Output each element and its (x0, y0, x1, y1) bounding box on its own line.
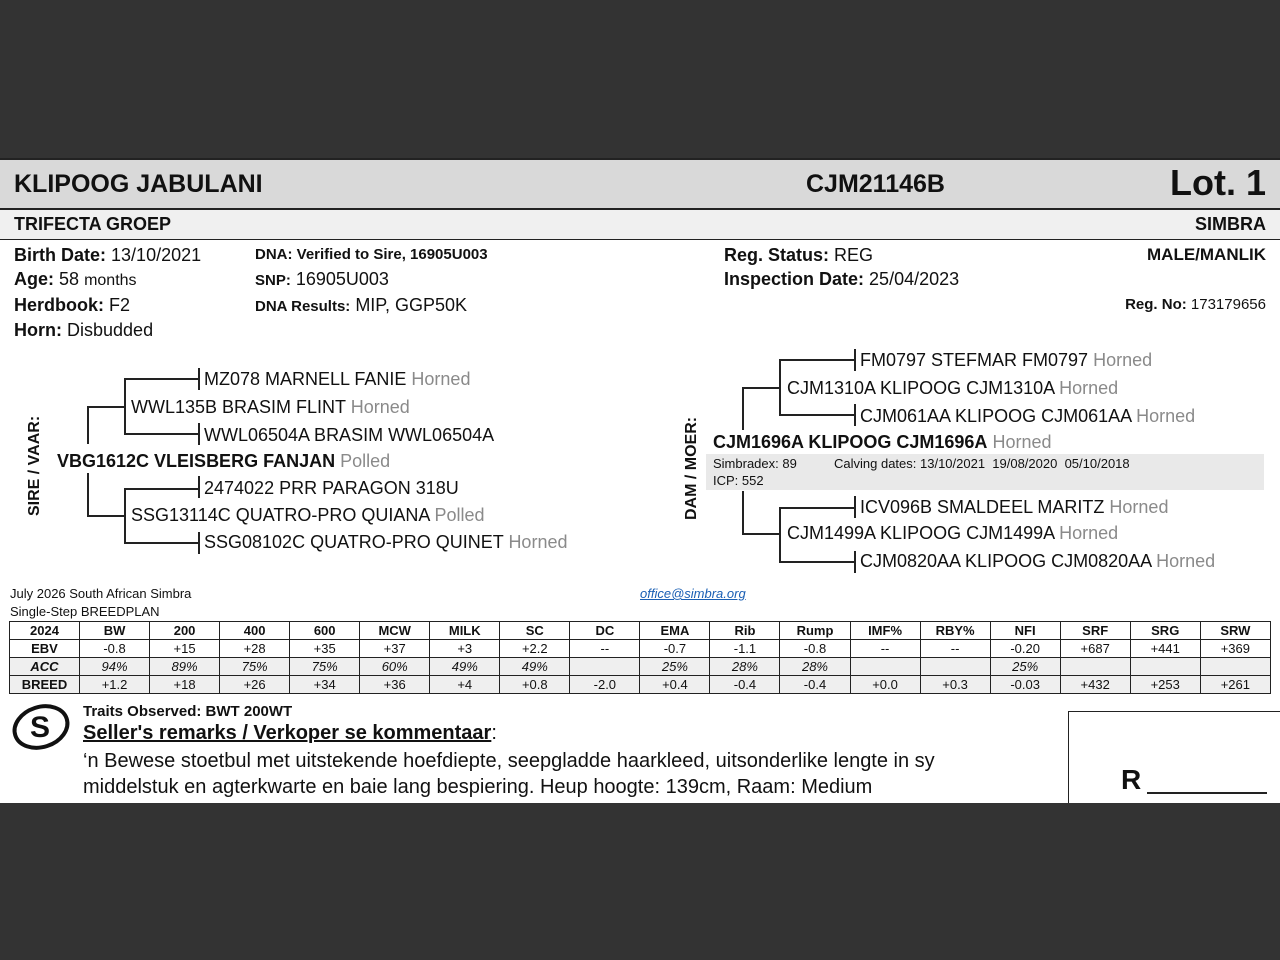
breeder-name: TRIFECTA GROEP (14, 214, 171, 234)
simbradex: Simbradex: 89 (713, 456, 797, 471)
dam-side-label: DAM / MOER: (683, 416, 700, 520)
svg-text:S: S (30, 711, 51, 744)
ebv-cell: -0.20 (990, 640, 1060, 658)
sire-dam: SSG13114C QUATRO-PRO QUIANA Polled (131, 505, 485, 525)
price-line (1147, 792, 1267, 794)
ebv-cell: -0.8 (80, 640, 150, 658)
ebv-cell: 94% (80, 658, 150, 676)
sire-side-label: SIRE / VAAR: (26, 415, 43, 516)
ebv-cell: 49% (430, 658, 500, 676)
reg-number: Reg. No: 173179656 (1125, 296, 1266, 313)
dna-verified: DNA: Verified to Sire, 16905U003 (255, 246, 488, 263)
ebv-header-cell: Rib (710, 622, 780, 640)
ebv-row-acc (10, 658, 1271, 676)
dam-sire: CJM1310A KLIPOOG CJM1310A Horned (787, 378, 1119, 398)
ebv-header-cell: Rump (780, 622, 850, 640)
traits-observed: Traits Observed: BWT 200WT (83, 703, 293, 720)
ebv-header-row (10, 622, 1271, 640)
ebv-header-cell: RBY% (920, 622, 990, 640)
sire-dam-dam: SSG08102C QUATRO-PRO QUINET Horned (204, 532, 568, 552)
dam: CJM1696A KLIPOOG CJM1696A Horned (713, 432, 1052, 452)
ebv-cell: 49% (500, 658, 570, 676)
horn-status: Horn: Disbudded (14, 320, 154, 340)
ebv-cell: +0.8 (500, 676, 570, 694)
ebv-header-cell: SRF (1060, 622, 1130, 640)
ebv-cell (920, 658, 990, 676)
ebv-cell (570, 658, 640, 676)
breedplan-date: July 2026 South African Simbra (10, 586, 192, 601)
sire-sire-sire: MZ078 MARNELL FANIE Horned (204, 369, 471, 389)
ebv-cell: 28% (780, 658, 850, 676)
ebv-header-cell: SRW (1200, 622, 1270, 640)
dam-sire-sire: FM0797 STEFMAR FM0797 Horned (860, 350, 1153, 370)
office-email-link[interactable]: office@simbra.org (640, 586, 746, 601)
age: Age: 58 months (14, 269, 137, 289)
header-bar (0, 158, 1280, 210)
ebv-cell: +687 (1060, 640, 1130, 658)
ebv-cell: +18 (150, 676, 220, 694)
ebv-cell: +28 (220, 640, 290, 658)
ebv-header-cell: 2024 (10, 622, 80, 640)
remarks-line-1: ‘n Bewese stoetbul met uitstekende hoefdiepte, seepgladde haarkleed, uitsonderlike lengte in sy (83, 750, 935, 772)
ebv-row-breed (10, 676, 1271, 694)
ebv-cell: -- (850, 640, 920, 658)
ebv-cell: 89% (150, 658, 220, 676)
ebv-cell: +432 (1060, 676, 1130, 694)
dam-performance-box (706, 454, 1264, 490)
ebv-cell (1200, 658, 1270, 676)
sire: VBG1612C VLEISBERG FANJAN Polled (57, 451, 391, 471)
dna-results: DNA Results: MIP, GGP50K (255, 295, 468, 315)
ebv-cell: +1.2 (80, 676, 150, 694)
ebv-table (9, 621, 1271, 694)
ebv-cell: BREED (10, 676, 80, 694)
calving-dates: Calving dates: 13/10/2021 19/08/2020 05/10/2018 (834, 456, 1130, 471)
ebv-cell: -2.0 (570, 676, 640, 694)
remarks-line-2: middelstuk en agterkwarte en baie lang bespiering. Heup hoogte: 139cm, Raam: Medium (83, 776, 873, 798)
ebv-cell: +35 (290, 640, 360, 658)
ebv-header-cell: MCW (360, 622, 430, 640)
ebv-row-ebv (10, 640, 1271, 658)
simbra-logo-icon (10, 702, 76, 752)
ebv-cell: +441 (1130, 640, 1200, 658)
reg-status: Reg. Status: REG (724, 245, 874, 265)
price-label: R (1121, 764, 1142, 795)
ebv-cell: +26 (220, 676, 290, 694)
ebv-cell: +36 (360, 676, 430, 694)
birth-date: Birth Date: 13/10/2021 (14, 245, 202, 265)
ebv-cell: +0.4 (640, 676, 710, 694)
ebv-cell: ACC (10, 658, 80, 676)
ebv-header-cell: NFI (990, 622, 1060, 640)
ebv-cell: +34 (290, 676, 360, 694)
ebv-header-cell: MILK (430, 622, 500, 640)
ebv-cell: 28% (710, 658, 780, 676)
lot-number: Lot. 1 (1170, 162, 1266, 203)
animal-name: KLIPOOG JABULANI (14, 170, 263, 198)
snp: SNP: 16905U003 (255, 269, 389, 289)
ebv-cell: 60% (360, 658, 430, 676)
ebv-cell: +261 (1200, 676, 1270, 694)
ebv-cell: -0.8 (780, 640, 850, 658)
ebv-cell: -0.7 (640, 640, 710, 658)
ebv-header-cell: SC (500, 622, 570, 640)
ebv-cell: -0.4 (710, 676, 780, 694)
ebv-cell: 25% (640, 658, 710, 676)
herdbook: Herdbook: F2 (14, 295, 131, 315)
sire-sire: WWL135B BRASIM FLINT Horned (131, 397, 410, 417)
ebv-cell (850, 658, 920, 676)
ebv-cell: +253 (1130, 676, 1200, 694)
animal-code: CJM21146B (806, 170, 945, 198)
sire-dam-sire: 2474022 PRR PARAGON 318U (204, 478, 459, 498)
ebv-header-cell: DC (570, 622, 640, 640)
ebv-cell (1130, 658, 1200, 676)
dam-dam-sire: ICV096B SMALDEEL MARITZ Horned (860, 497, 1169, 517)
sex: MALE/MANLIK (1147, 245, 1266, 264)
ebv-cell: +369 (1200, 640, 1270, 658)
dam-sire-dam: CJM061AA KLIPOOG CJM061AA Horned (860, 406, 1196, 426)
ebv-header-cell: 400 (220, 622, 290, 640)
subheader-bar (0, 210, 1280, 240)
icp: ICP: 552 (713, 473, 764, 488)
ebv-cell: +15 (150, 640, 220, 658)
ebv-cell (1060, 658, 1130, 676)
ebv-cell: EBV (10, 640, 80, 658)
ebv-cell: +0.3 (920, 676, 990, 694)
ebv-cell: -0.03 (990, 676, 1060, 694)
ebv-cell: +37 (360, 640, 430, 658)
ebv-header-cell: 600 (290, 622, 360, 640)
ebv-header-cell: SRG (1130, 622, 1200, 640)
ebv-cell: -- (570, 640, 640, 658)
breedplan-type: Single-Step BREEDPLAN (10, 604, 160, 619)
ebv-cell: -0.4 (780, 676, 850, 694)
ebv-cell: -1.1 (710, 640, 780, 658)
dam-dam-dam: CJM0820AA KLIPOOG CJM0820AA Horned (860, 551, 1216, 571)
ebv-cell: +0.0 (850, 676, 920, 694)
price-box[interactable] (1068, 711, 1280, 803)
inspection-date: Inspection Date: 25/04/2023 (724, 269, 960, 289)
ebv-cell: +3 (430, 640, 500, 658)
breed-name: SIMBRA (1195, 214, 1266, 234)
ebv-cell: +2.2 (500, 640, 570, 658)
lot-card (0, 158, 1280, 803)
ebv-cell: 75% (220, 658, 290, 676)
ebv-header-cell: 200 (150, 622, 220, 640)
ebv-cell: 75% (290, 658, 360, 676)
remarks-heading: Seller's remarks / Verkoper se kommentaar: (83, 722, 497, 744)
ebv-cell: +4 (430, 676, 500, 694)
ebv-header-cell: IMF% (850, 622, 920, 640)
sire-sire-dam: WWL06504A BRASIM WWL06504A (204, 425, 495, 445)
ebv-cell: -- (920, 640, 990, 658)
ebv-header-cell: BW (80, 622, 150, 640)
ebv-cell: 25% (990, 658, 1060, 676)
dam-dam: CJM1499A KLIPOOG CJM1499A Horned (787, 523, 1119, 543)
ebv-header-cell: EMA (640, 622, 710, 640)
